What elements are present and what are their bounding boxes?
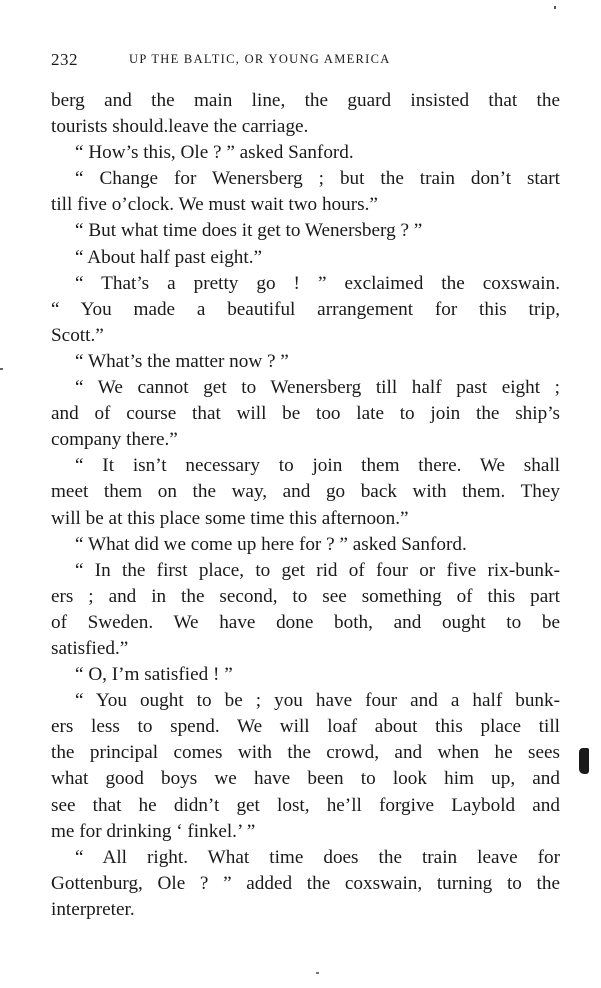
scan-speck (554, 6, 556, 9)
text-line: “ All right. What time does the train leave for (75, 846, 560, 868)
text-line: “ About half past eight.” (75, 246, 263, 268)
text-line: “ What’s the matter now ? ” (75, 350, 289, 372)
scan-speck (0, 368, 3, 370)
text-line: “ You made a beautiful arrangement for this trip, (51, 298, 560, 320)
text-line: Scott.” (51, 324, 104, 346)
text-line: see that he didn’t get lost, he’ll forgive Laybold and (51, 794, 560, 816)
text-line: ers less to spend. We will loaf about this place till (51, 716, 560, 738)
text-line: what good boys we have been to look him up, and (51, 768, 560, 790)
text-line: me for drinking ‘ finkel.’ ” (51, 820, 256, 842)
text-line: “ How’s this, Ole ? ” asked Sanford. (75, 142, 354, 164)
text-line: of Sweden. We have done both, and ought to be (51, 611, 560, 633)
text-line: satisfied.” (51, 637, 129, 659)
body-text (51, 88, 560, 923)
running-head: UP THE BALTIC, OR YOUNG AMERICA (129, 52, 391, 66)
text-line: till five o’clock. We must wait two hours.” (51, 194, 378, 216)
text-line: company there.” (51, 429, 178, 451)
text-line: Gottenburg, Ole ? ” added the coxswain, turning to the (51, 872, 560, 894)
text-line: “ What did we come up here for ? ” asked Sanford. (75, 533, 467, 555)
text-line: “ But what time does it get to Wenersberg ? ” (75, 220, 423, 242)
text-line: meet them on the way, and go back with them. They (51, 481, 560, 503)
scan-speck (316, 972, 319, 974)
text-line: “ O, I’m satisfied ! ” (75, 664, 233, 686)
page-header (51, 50, 561, 72)
text-line: “ We cannot get to Wenersberg till half past eight ; (75, 377, 560, 399)
text-line: berg and the main line, the guard insisted that the (51, 90, 560, 111)
text-line: “ Change for Wenersberg ; but the train don’t start (75, 168, 560, 190)
text-line: “ That’s a pretty go ! ” exclaimed the coxswain. (75, 272, 560, 294)
page-edge-ink-mark (579, 748, 589, 774)
text-line: the principal comes with the crowd, and when he sees (51, 742, 560, 764)
text-line: “ In the first place, to get rid of four or five rix-bunk- (75, 559, 560, 581)
page-number: 232 (51, 50, 78, 69)
text-line: “ It isn’t necessary to join them there. We shall (75, 455, 560, 477)
text-line: interpreter. (51, 898, 135, 920)
text-line: tourists should.leave the carriage. (51, 116, 309, 138)
text-line: will be at this place some time this afternoon.” (51, 507, 409, 529)
text-line: and of course that will be too late to join the ship’s (51, 403, 560, 425)
text-line: ers ; and in the second, to see something of this part (51, 585, 560, 607)
text-line: “ You ought to be ; you have four and a half bunk- (75, 690, 560, 712)
